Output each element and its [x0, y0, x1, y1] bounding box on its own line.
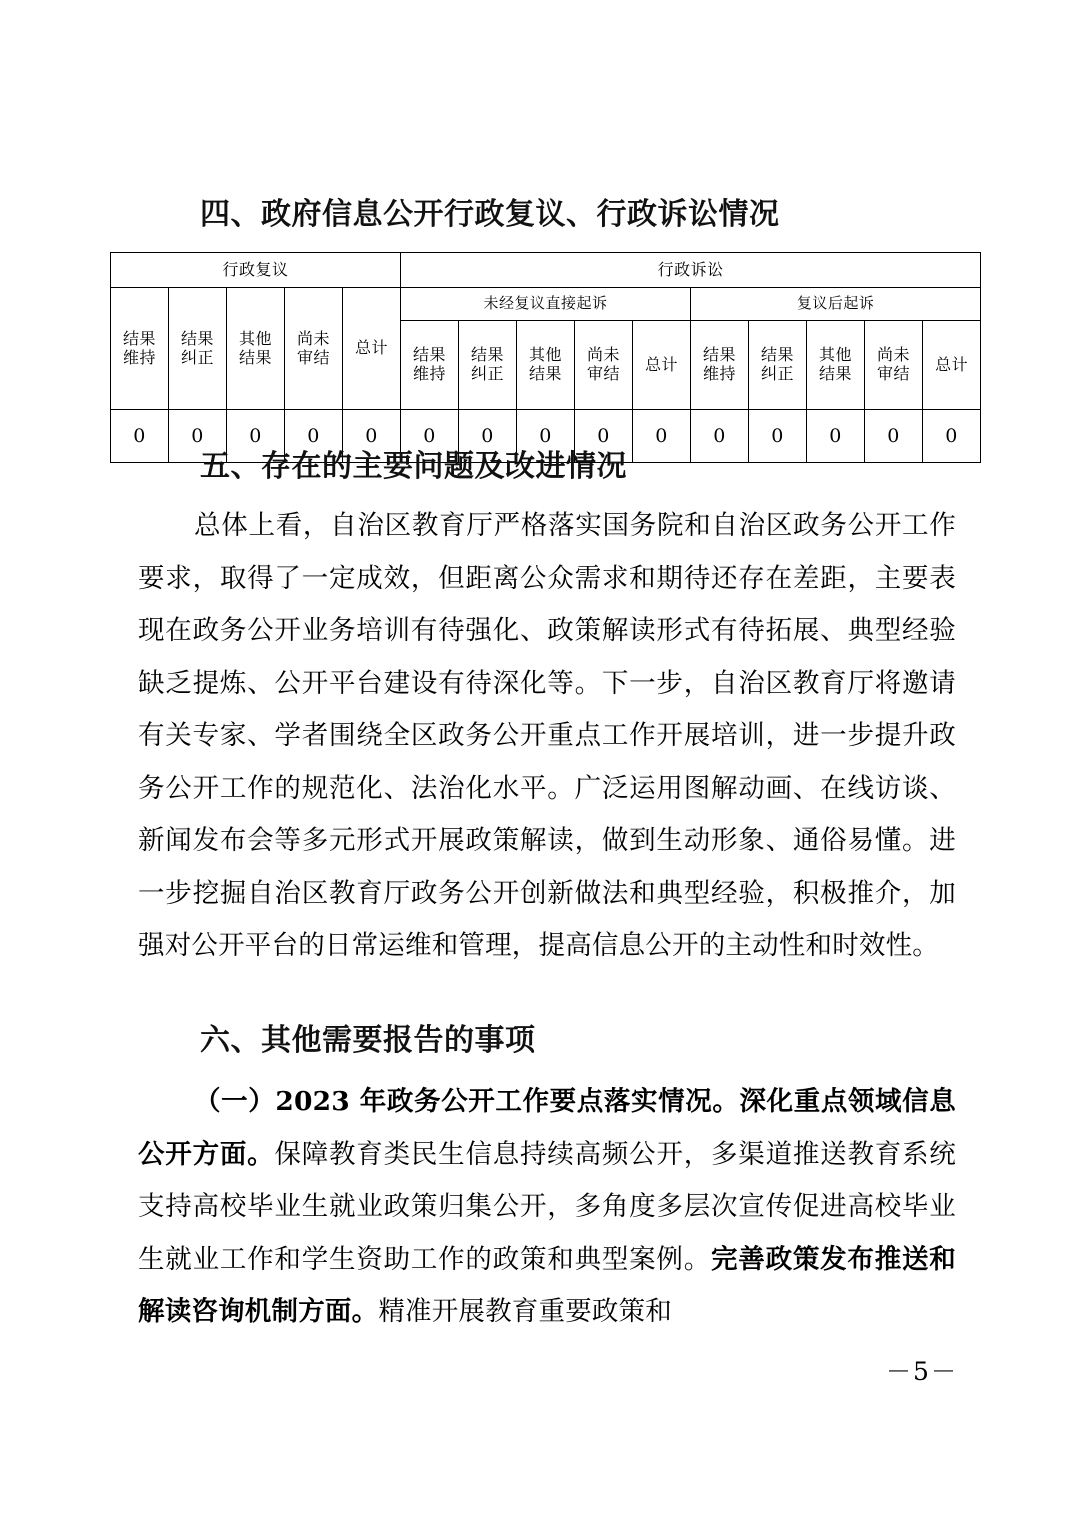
column-header-review-uphold: 结果 维持	[111, 288, 169, 410]
table-group-row	[111, 253, 981, 288]
column-header-direct-other: 其他 结果	[517, 321, 575, 410]
value-review-correct: 0	[169, 410, 227, 463]
value-direct-total: 0	[633, 410, 691, 463]
administrative-review-litigation-table	[110, 252, 981, 463]
value-review-pending: 0	[285, 410, 343, 463]
paragraph-main-problems: 总体上看，自治区教育厅严格落实国务院和自治区政务公开工作要求，取得了一定成效，但距离公众需求和期待还存在差距，主要表现在政务公开业务培训有待强化、政策解读形式有待拓展、典型经验缺乏提炼、公开平台建设有待深化等。下一步，自治区教育厅将邀请有关专家、学者围绕全区政务公开重点工作开展培训，进一步提升政务公开工作的规范化、法治化水平。广泛运用图解动画、在线访谈、新闻发布会等多元形式开展政策解读，做到生动形象、通俗易懂。进一步挖掘自治区教育厅政务公开创新做法和典型经验，积极推介，加强对公开平台的日常运维和管理，提高信息公开的主动性和时效性。	[138, 510, 956, 961]
value-after-review-other: 0	[807, 410, 865, 463]
column-header-direct-correct: 结果 纠正	[459, 321, 517, 410]
value-direct-other: 0	[517, 410, 575, 463]
subgroup-header-direct-litigation: 未经复议直接起诉	[401, 288, 691, 321]
paragraph-other-matters	[138, 1076, 956, 1339]
group-header-administrative-litigation: 行政诉讼	[401, 253, 981, 288]
value-after-review-pending: 0	[865, 410, 923, 463]
value-after-review-uphold: 0	[691, 410, 749, 463]
subgroup-header-after-review-litigation: 复议后起诉	[691, 288, 981, 321]
value-review-other: 0	[227, 410, 285, 463]
column-header-direct-uphold: 结果 维持	[401, 321, 459, 410]
value-after-review-total: 0	[923, 410, 981, 463]
table-subgroup-row	[111, 288, 981, 321]
column-header-after-review-correct: 结果 纠正	[749, 321, 807, 410]
column-header-review-total: 总计	[343, 288, 401, 410]
column-header-after-review-pending: 尚未 审结	[865, 321, 923, 410]
administrative-review-litigation-table-wrapper	[110, 252, 976, 463]
column-header-review-correct: 结果 纠正	[169, 288, 227, 410]
column-header-review-other: 其他 结果	[227, 288, 285, 410]
column-header-after-review-other: 其他 结果	[807, 321, 865, 410]
value-direct-uphold: 0	[401, 410, 459, 463]
value-direct-correct: 0	[459, 410, 517, 463]
section-heading-six: 六、其他需要报告的事项	[200, 1024, 536, 1057]
column-header-direct-pending: 尚未 审结	[575, 321, 633, 410]
group-header-administrative-review: 行政复议	[111, 253, 401, 288]
value-review-uphold: 0	[111, 410, 169, 463]
column-header-after-review-uphold: 结果 维持	[691, 321, 749, 410]
section-heading-four: 四、政府信息公开行政复议、行政诉讼情况	[200, 198, 780, 231]
paragraph-plain-run-b: 精准开展教育重要政策和	[378, 1296, 673, 1327]
column-header-after-review-total: 总计	[923, 321, 981, 410]
value-review-total: 0	[343, 410, 401, 463]
value-direct-pending: 0	[575, 410, 633, 463]
page-number-footer	[0, 1352, 1074, 1388]
page-number-value: －5－	[886, 1357, 958, 1386]
paragraph-bold-run-b: 完善政策发布推送和解读咨询机制方面。	[138, 1243, 956, 1327]
column-header-direct-total: 总计	[633, 321, 691, 410]
section-heading-five: 五、存在的主要问题及改进情况	[200, 450, 627, 483]
paragraph-plain-run-a: 保障教育类民生信息持续高频公开，多渠道推送教育系统支持高校毕业生就业政策归集公开，多角度多层次宣传促进高校毕业生就业工作和学生资助工作的政策和典型案例。	[138, 1138, 957, 1275]
paragraph-bold-run-a: （一）2023 年政务公开工作要点落实情况。深化重点领域信息公开方面。	[138, 1086, 956, 1170]
column-header-review-pending: 尚未 审结	[285, 288, 343, 410]
value-after-review-correct: 0	[749, 410, 807, 463]
